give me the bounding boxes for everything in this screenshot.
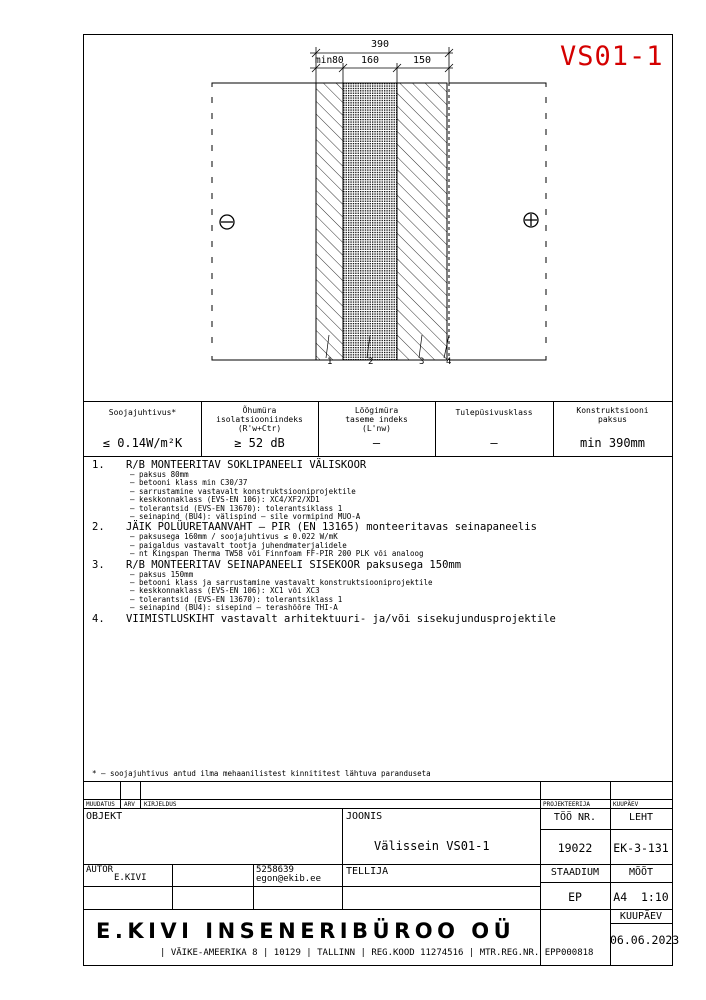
leht-label: LEHT — [628, 812, 654, 823]
layer-number-2: 2 — [368, 357, 374, 367]
kuupaev-value: 06.06.2023 — [610, 933, 680, 947]
footnote: * – soojajuhtivus antud ilma mehaanilistest kinnititest lähtuva paranduseta — [92, 769, 431, 778]
rev-projekteerija: PROJEKTEERIJA — [543, 801, 590, 808]
note-3: 3. R/B MONTEERITAV SEINAPANEELI SISEKOOR paksusega 150mm – paksus 150mm – betooni klass ja sarrustamine vastavalt konstruktsiooniprojektile – keskkonnaklass (EVS-EN 106): XC1 või XC3 – tolerantsid (EVS-EN 13670): tolerantsiklass 1 – seinapind (BU4): sisepind – terashõõre THI-A — [92, 558, 462, 613]
warm-side-symbol — [524, 213, 538, 227]
company-address: | VÄIKE-AMEERIKA 8 | 10129 | TALLINN | REG.KOOD 11274516 | MTR.REG.NR. EPP000818 — [160, 948, 594, 958]
note-4: 4. VIIMISTLUSKIHT vastavalt arhitektuuri- ja/või sisekujundusprojektile — [92, 612, 556, 625]
prop-header-thermal: Soojajuhtivus* — [108, 408, 177, 417]
revision-strip — [84, 781, 672, 809]
prop-value-thermal: ≤ 0.14W/m²K — [102, 436, 183, 450]
kuupaev-label: KUUPÄEV — [619, 911, 663, 922]
autor-label: AUTOR — [86, 865, 114, 875]
objekt-label: OBJEKT — [86, 811, 123, 822]
tellija-label: TELLIJA — [346, 866, 389, 877]
rev-kirjeldus: KIRJELDUS — [144, 801, 177, 808]
moot-label: MÕÕT — [628, 867, 654, 878]
prop-value-airborne: ≥ 52 dB — [234, 436, 285, 450]
drawing-code: VS01-1 — [560, 41, 664, 72]
rev-kuupaev: KUUPÄEV — [613, 801, 639, 808]
leht-value: EK-3-131 — [613, 841, 669, 855]
note-1: 1. R/B MONTEERITAV SOKLIPANEELI VÄLISKOOR – paksus 80mm – betooni klass min C30/37 – sarrustamine vastavalt konstruktsiooniprojektile – keskkonnaklass (EVS-EN 106): XC4/XF2/XD1 – tolerantsid (EVS-EN 13670): tolerantsiklass 1 – seinapind (BU4): välispind – sile vormipind MUO-A — [92, 459, 367, 522]
rev-muudatus: MUUDATUS — [86, 801, 115, 808]
prop-header-thickness: Konstruktsiooni paksus — [576, 406, 649, 424]
prop-header-airborne: Õhumüra isolatsiooniindeks (R'w+Ctr) — [216, 406, 303, 433]
drawing-sheet — [83, 34, 680, 966]
too-nr-label: TÖÖ NR. — [553, 812, 597, 823]
prop-header-impact: Löögimüra taseme indeks (L'nw) — [345, 406, 408, 433]
layer-insulation — [343, 83, 397, 360]
layer-outer-concrete — [316, 83, 343, 360]
layer-inner-concrete — [397, 83, 447, 360]
properties-table — [84, 401, 672, 457]
phone: 5258639 — [256, 865, 294, 875]
layer-notes — [92, 460, 667, 625]
dimension-total: 390 — [371, 39, 390, 50]
dimension-layer3: 150 — [413, 55, 432, 66]
layer-number-4: 4 — [446, 357, 452, 367]
prop-value-impact: – — [372, 436, 381, 450]
company-name: E.KIVI INSENERIBÜROO OÜ — [96, 919, 516, 943]
prop-value-thickness: min 390mm — [579, 436, 646, 450]
layer-number-1: 1 — [327, 357, 333, 367]
autor-value: E.KIVI — [114, 873, 147, 883]
dimension-layer1: min80 — [315, 55, 344, 66]
rev-arv: ARV — [124, 801, 135, 808]
prop-value-fire: – — [490, 436, 498, 450]
note-2: 2. JÄIK POLÜURETAANVAHT – PIR (EN 13165) monteeritavas seinapaneelis – paksusega 160mm / soojajuhtivus ≤ 0.022 W/mK – paigaldus vastavalt tootja juhendmaterjalidele – nt Kingspan Therma TW58 või Finnfoam FF-PIR 200 PLK või analoog — [92, 521, 537, 559]
joonis-label: JOONIS — [346, 811, 383, 822]
wall-section-drawing — [84, 35, 672, 375]
staadium-label: STAADIUM — [550, 867, 600, 878]
joonis-value: Välissein VS01-1 — [374, 839, 490, 853]
title-block — [84, 808, 680, 966]
too-nr-value: 19022 — [557, 841, 593, 855]
email: egon@ekib.ee — [256, 874, 322, 884]
layer-number-3: 3 — [419, 357, 425, 367]
moot-value: A4 1:10 — [613, 890, 669, 904]
staadium-value: EP — [568, 890, 582, 904]
dimension-layer2: 160 — [361, 55, 380, 66]
prop-header-fire: Tulepüsivusklass — [455, 408, 533, 417]
cold-side-symbol — [220, 215, 234, 229]
